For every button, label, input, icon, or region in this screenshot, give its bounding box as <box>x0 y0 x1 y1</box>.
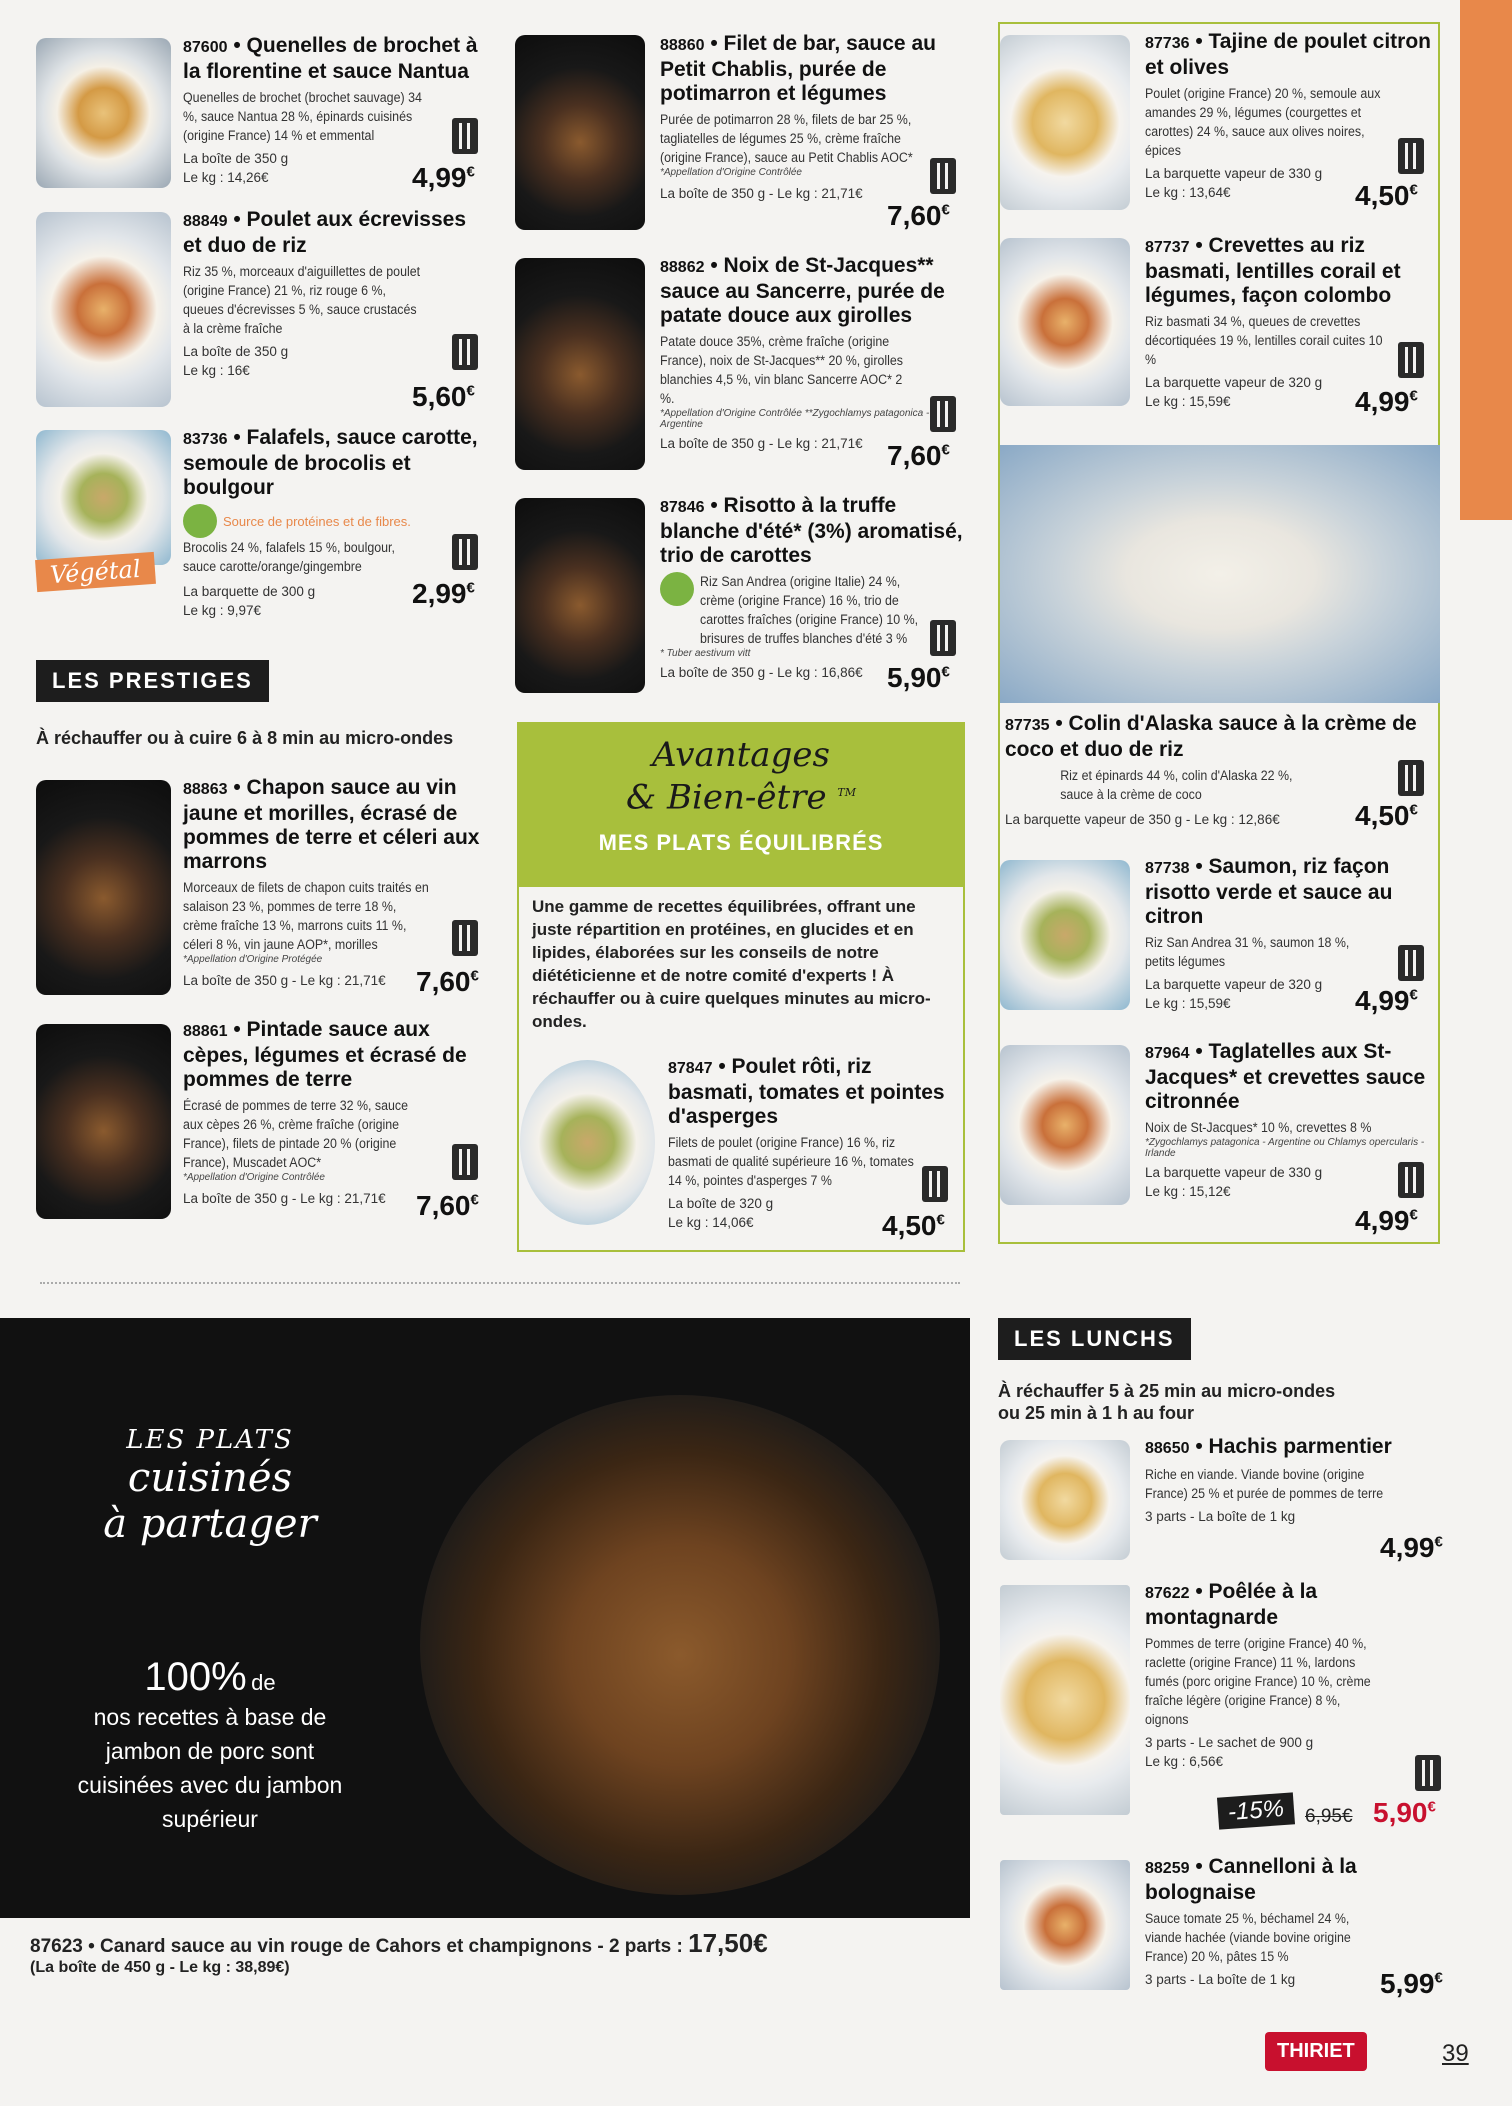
product-photo-falafels <box>36 430 171 565</box>
product-pintade: 88861 • Pintade sauce aux cèpes, légumes et écrasé de pommes de terre Écrasé de pommes de terre 32 %, sauce aux cèpes 26 %, crème fraîche (origine France), filets de pintade 20 % (origine France), Muscadet AOC* *Appellation d'Origine Contrôlée La boîte de 350 g - Le kg : 21,71€ <box>183 1018 483 1208</box>
product-photo-crevettes <box>1000 238 1130 406</box>
product-photo-tagliatelles <box>1000 1045 1130 1205</box>
product-title: Cannelloni à la bolognaise <box>1145 1855 1357 1904</box>
price: 5,99€ <box>1380 1968 1443 1999</box>
price: 7,60€ <box>887 440 950 471</box>
product-desc: Écrasé de pommes de terre 32 %, sauce aux cèpes 26 %, crème fraîche (origine France), filets de pintade 20 % (origine France), Muscadet AOC* <box>183 1098 409 1170</box>
price: 4,99€ <box>1380 1532 1443 1563</box>
price: 4,99€ <box>1355 1205 1418 1236</box>
fork-icon <box>930 158 956 194</box>
footnote: *Appellation d'Origine Protégée <box>183 954 323 965</box>
fork-icon <box>452 334 478 370</box>
product-title: Poêlée à la montagnarde <box>1145 1580 1318 1629</box>
leaf-icon <box>183 504 217 538</box>
pack-size: La boîte de 350 g - Le kg : 21,71€ <box>183 1191 386 1206</box>
product-photo-bar <box>515 35 645 230</box>
product-code: 88259 <box>1145 1860 1190 1877</box>
product-code: 87623 <box>30 1936 83 1957</box>
price: 2,99€ <box>412 578 475 609</box>
product-photo-poelee <box>1000 1585 1130 1815</box>
product-desc: Poulet (origine France) 20 %, semoule aux amandes 29 %, légumes (courgettes et carottes) 24 %, sauce aux olives noires, épices <box>1145 86 1381 158</box>
pack-size: La barquette vapeur de 350 g - Le kg : 12,86€ <box>1005 812 1280 827</box>
fork-icon <box>452 118 478 154</box>
product-photo-tajine <box>1000 35 1130 210</box>
pack-size: (La boîte de 450 g - Le kg : 38,89€) <box>30 1959 290 1976</box>
price: 5,90€ <box>887 662 950 693</box>
footnote: * Tuber aestivum vitt <box>660 648 751 659</box>
product-desc: Morceaux de filets de chapon cuits traités en salaison 23 %, pommes de terre 18 %, crème fraîche 13 %, marrons cuits 11 %, céleri 8 %, vin jaune AOP*, morilles <box>183 880 429 952</box>
product-title: Poulet rôti, riz basmati, tomates et pointes d'asperges <box>668 1055 945 1128</box>
price: 4,99€ <box>1355 386 1418 417</box>
price: 4,50€ <box>1355 800 1418 831</box>
product-photo-colin <box>1000 445 1440 703</box>
product-code: 88650 <box>1145 1440 1190 1457</box>
share-title <box>60 1425 360 1547</box>
share-text: nos recettes à base de jambon de porc sont cuisinées avec du jambon supérieur <box>77 1704 343 1832</box>
nutrition-note: Source de protéines et de fibres. <box>223 513 411 529</box>
product-photo-hachis <box>1000 1440 1130 1560</box>
pack-size: 3 parts - Le sachet de 900 g <box>1145 1735 1314 1750</box>
product-cannelloni: 88259 • Cannelloni à la bolognaise Sauce tomate 25 %, béchamel 24 %, viande hachée (viande bovine origine France) 20 %, pâtes 15 % 3 parts - La boîte de 1 kg <box>1145 1855 1445 1989</box>
product-title: Tajine de poulet citron et olives <box>1145 30 1431 79</box>
product-code: 87847 <box>668 1060 713 1077</box>
product-code: 87738 <box>1145 860 1190 877</box>
price-per-kg: Le kg : 14,26€ <box>183 170 269 185</box>
price: 7,60€ <box>416 1190 479 1221</box>
price: 4,99€ <box>412 162 475 193</box>
fork-icon <box>1398 1162 1424 1198</box>
product-title: Poulet aux écrevisses et duo de riz <box>183 208 466 257</box>
price: 7,60€ <box>887 200 950 231</box>
canard-strip <box>30 1918 970 1978</box>
product-title: Filet de bar, sauce au Petit Chablis, purée de potimarron et légumes <box>660 32 936 105</box>
product-saumon: 87738 • Saumon, riz façon risotto verde et sauce au citron Riz San Andrea 31 %, saumon 18 %, petits légumes La barquette vapeur de 320 g Le kg : 15,59€ <box>1145 855 1445 1013</box>
pack-size: La boîte de 320 g <box>668 1196 774 1211</box>
product-crevettes: 87737 • Crevettes au riz basmati, lentilles corail et légumes, façon colombo Riz basmati 34 %, queues de crevettes décortiquées 19 %, lentilles corail cuites 10 % La barquette vapeur de 320 g Le kg : 15,59€ <box>1145 234 1445 411</box>
price-per-kg: Le kg : 15,59€ <box>1145 394 1231 409</box>
fork-icon <box>452 534 478 570</box>
product-desc: Riche en viande. Viande bovine (origine France) 25 % et purée de pommes de terre <box>1145 1467 1384 1501</box>
product-title: Pintade sauce aux cèpes, légumes et écrasé de pommes de terre <box>183 1018 467 1091</box>
pack-size: La boîte de 350 g - Le kg : 21,71€ <box>183 973 386 988</box>
product-title: Noix de St-Jacques** sauce au Sancerre, purée de patate douce aux girolles <box>660 254 945 327</box>
price: 5,60€ <box>412 381 475 412</box>
product-photo-pintade <box>36 1024 171 1219</box>
product-code: 88861 <box>183 1023 228 1040</box>
product-risotto: 87846 • Risotto à la truffe blanche d'été* (3%) aromatisé, trio de carottes Riz San Andrea (origine Italie) 24 %, crème (origine France) 16 %, trio de carottes fraîches (origine France) 10 %, brisures de truffes blanches d'été 3 % * Tuber aestivum vitt La boîte de 350 g - Le kg : 16,86€ <box>660 494 970 682</box>
product-code: 87600 <box>183 39 228 56</box>
product-code: 87737 <box>1145 239 1190 256</box>
fork-icon <box>1398 945 1424 981</box>
product-code: 88862 <box>660 259 705 276</box>
pack-size: La boîte de 350 g - Le kg : 21,71€ <box>660 186 863 201</box>
product-hachis: 88650 • Hachis parmentier Riche en viande. Viande bovine (origine France) 25 % et purée de pommes de terre 3 parts - La boîte de 1 kg <box>1145 1435 1445 1526</box>
pack-size: La barquette vapeur de 330 g <box>1145 166 1323 181</box>
fork-icon <box>1398 138 1424 174</box>
footnote: *Appellation d'Origine Contrôlée <box>660 167 802 178</box>
product-desc: Quenelles de brochet (brochet sauvage) 34 %, sauce Nantua 28 %, épinards cuisinés (origine France) 14 % et emmental <box>183 90 422 143</box>
product-photo-saumon <box>1000 860 1130 1010</box>
product-code: 87622 <box>1145 1585 1190 1602</box>
price: 4,99€ <box>1355 985 1418 1016</box>
box-text: Une gamme de recettes équilibrées, offrant une juste répartition en protéines, en glucides et en lipides, élaborées sur les conseils de notre diététicienne et de notre comité d'experts ! À réchauffer ou à cuire quelques minutes au micro-ondes. <box>532 897 931 1031</box>
price: 5,90€ <box>1373 1797 1436 1828</box>
product-colin: 87735 • Colin d'Alaska sauce à la crème de coco et duo de riz Riz et épinards 44 %, colin d'Alaska 22 %, sauce à la crème de coco La barquette vapeur de 350 g - Le kg : 12,86€ <box>1005 712 1435 829</box>
separator <box>40 1282 960 1284</box>
share-title-2: cuisinés <box>127 1455 293 1501</box>
product-code: 87736 <box>1145 35 1190 52</box>
product-title: Crevettes au riz basmati, lentilles corail et légumes, façon colombo <box>1145 234 1401 307</box>
product-photo-cannelloni <box>1000 1860 1130 1990</box>
product-code: 88849 <box>183 213 228 230</box>
product-title: Colin d'Alaska sauce à la crème de coco et duo de riz <box>1005 712 1417 761</box>
product-photo-quenelles <box>36 38 171 188</box>
product-code: 87735 <box>1005 717 1050 734</box>
price-per-kg: Le kg : 6,56€ <box>1145 1754 1224 1769</box>
product-title: • Canard sauce au vin rouge de Cahors et champignons - 2 parts : <box>82 1936 689 1957</box>
product-desc: Riz et épinards 44 %, colin d'Alaska 22 %, sauce à la crème de coco <box>1060 768 1293 802</box>
footnote: *Appellation d'Origine Contrôlée <box>183 1172 325 1183</box>
fork-icon <box>452 920 478 956</box>
pack-size: La barquette vapeur de 320 g <box>1145 375 1323 390</box>
fork-icon <box>930 620 956 656</box>
section-banner-prestiges: LES PRESTIGES <box>36 660 269 702</box>
page-tab <box>1460 0 1512 520</box>
product-desc: Riz San Andrea 31 %, saumon 18 %, petits légumes <box>1145 935 1350 969</box>
share-photo <box>420 1395 940 1895</box>
section-subtitle: À réchauffer ou à cuire 6 à 8 min au micro-ondes <box>36 728 454 748</box>
avantages-header: Avantages & Bien-être ™ MES PLATS ÉQUILIBRÉS <box>517 722 965 887</box>
product-desc: Sauce tomate 25 %, béchamel 24 %, viande hachée (viande bovine origine France) 20 %, pâtes 15 % <box>1145 1911 1351 1964</box>
product-code: 88863 <box>183 781 228 798</box>
product-tagliatelles: 87964 • Taglatelles aux St-Jacques* et crevettes sauce citronnée Noix de St-Jacques* 10 %, crevettes 8 % *Zygochlamys patagonica - Argentine ou Chlamys opercularis - Irlande La barquette vapeur de 330 g Le kg : 15,12€ <box>1145 1040 1445 1201</box>
old-price: 6,95€ <box>1305 1806 1353 1827</box>
pack-size: La boîte de 350 g - Le kg : 21,71€ <box>660 436 863 451</box>
price-per-kg: Le kg : 14,06€ <box>668 1215 754 1230</box>
product-code: 87964 <box>1145 1045 1190 1062</box>
product-title: Saumon, riz façon risotto verde et sauce au citron <box>1145 855 1393 928</box>
fork-icon <box>1398 760 1424 796</box>
price-per-kg: Le kg : 13,64€ <box>1145 185 1231 200</box>
product-photo-risotto <box>515 498 645 693</box>
page-number: 39 <box>1442 2040 1469 2067</box>
share-claim <box>60 1655 360 1836</box>
share-de: de <box>251 1670 276 1695</box>
product-poulet-ecrevisses: 88849 • Poulet aux écrevisses et duo de riz Riz 35 %, morceaux d'aiguillettes de poulet (origine France) 21 %, riz rouge 6 %, queues d'écrevisses 5 %, sauce crustacés à la crème fraîche La boîte de 350 g Le kg : 16€ <box>183 208 483 380</box>
product-desc: Pommes de terre (origine France) 40 %, raclette (origine France) 11 %, lardons fumés (porc origine France) 10 %, crème fraîche légère (origine France) 8 %, oignons <box>1145 1636 1371 1727</box>
price-per-kg: Le kg : 15,12€ <box>1145 1184 1231 1199</box>
product-desc: Filets de poulet (origine France) 16 %, riz basmati de qualité supérieure 16 %, tomates 14 %, pointes d'asperges 7 % <box>668 1135 914 1188</box>
footnote: *Appellation d'Origine Contrôlée **Zygochlamys patagonica - Argentine <box>660 408 930 430</box>
share-percent: 100% <box>144 1655 247 1699</box>
fork-icon <box>452 1144 478 1180</box>
discount-badge: -15% <box>1217 1792 1295 1829</box>
pack-size: La barquette de 300 g <box>183 584 316 599</box>
product-title: Falafels, sauce carotte, semoule de brocolis et boulgour <box>183 426 478 499</box>
leaf-icon <box>660 572 694 606</box>
pack-size: 3 parts - La boîte de 1 kg <box>1145 1972 1296 1987</box>
product-photo-st-jacques <box>515 258 645 470</box>
product-desc: Brocolis 24 %, falafels 15 %, boulgour, sauce carotte/orange/gingembre <box>183 540 395 574</box>
brand-logo: THIRIET <box>1265 2032 1367 2071</box>
fork-icon <box>930 396 956 432</box>
share-title-1: LES PLATS <box>126 1425 294 1455</box>
section-subtitle: À réchauffer 5 à 25 min au micro-ondes ou 25 min à 1 h au four <box>998 1381 1336 1423</box>
pack-size: La barquette vapeur de 330 g <box>1145 1165 1323 1180</box>
price: 7,60€ <box>416 966 479 997</box>
product-code: 88860 <box>660 37 705 54</box>
pack-size: La boîte de 350 g <box>183 344 289 359</box>
product-desc: Noix de St-Jacques* 10 %, crevettes 8 % <box>1145 1120 1372 1135</box>
price: 17,50€ <box>688 1928 768 1958</box>
product-falafels: 83736 • Falafels, sauce carotte, semoule de brocolis et boulgour Source de protéines et de fibres. Brocolis 24 %, falafels 15 %, boulgour, sauce carotte/orange/gingembre La barquette de 300 g Le kg : 9,97€ <box>183 426 483 620</box>
fork-icon <box>922 1166 948 1202</box>
product-bar: 88860 • Filet de bar, sauce au Petit Chablis, purée de potimarron et légumes Purée de potimarron 28 %, filets de bar 25 %, tagliatelles de légumes 25 %, crème fraîche (origine France), sauce au Petit Chablis AOC* *Appellation d'Origine Contrôlée La boîte de 350 g - Le kg : 21,71€ <box>660 32 970 203</box>
product-quenelles: 87600 • Quenelles de brochet à la florentine et sauce Nantua Quenelles de brochet (brochet sauvage) 34 %, sauce Nantua 28 %, épinards cuisinés (origine France) 14 % et emmental La boîte de 350 g Le kg : 14,26€ <box>183 34 483 187</box>
product-desc: Purée de potimarron 28 %, filets de bar 25 %, tagliatelles de légumes 25 %, crème fraîche (origine France), sauce au Petit Chablis AOC* <box>660 112 913 165</box>
box-banner: MES PLATS ÉQUILIBRÉS <box>598 830 884 856</box>
price: 4,50€ <box>882 1210 945 1241</box>
fork-icon <box>1398 342 1424 378</box>
product-title: Taglatelles aux St-Jacques* et crevettes sauce citronnée <box>1145 1040 1426 1113</box>
product-title: Quenelles de brochet à la florentine et sauce Nantua <box>183 34 478 83</box>
product-chapon: 88863 • Chapon sauce au vin jaune et morilles, écrasé de pommes de terre et céleri aux marrons Morceaux de filets de chapon cuits traités en salaison 23 %, pommes de terre 18 %, crème fraîche 13 %, marrons cuits 11 %, céleri 8 %, vin jaune AOP*, morilles *Appellation d'Origine Protégée La boîte de 350 g - Le kg : 21,71€ <box>183 776 483 990</box>
product-title: Hachis parmentier <box>1208 1435 1392 1458</box>
share-title-3: à partager <box>103 1501 317 1547</box>
pack-size: La boîte de 350 g - Le kg : 16,86€ <box>660 665 863 680</box>
price-per-kg: Le kg : 16€ <box>183 363 250 378</box>
pack-size: La barquette vapeur de 320 g <box>1145 977 1323 992</box>
product-poulet-roti: 87847 • Poulet rôti, riz basmati, tomates et pointes d'asperges Filets de poulet (origine France) 16 %, riz basmati de qualité supérieure 16 %, tomates 14 %, pointes d'asperges 7 % La boîte de 320 g Le kg : 14,06€ <box>668 1055 958 1232</box>
product-code: 87846 <box>660 499 705 516</box>
box-title-2: & Bien-être <box>625 777 827 818</box>
product-photo-chapon <box>36 780 171 995</box>
product-title: Risotto à la truffe blanche d'été* (3%) aromatisé, trio de carottes <box>660 494 963 567</box>
price-per-kg: Le kg : 9,97€ <box>183 603 262 618</box>
product-desc: Patate douce 35%, crème fraîche (origine France), noix de St-Jacques** 20 %, girolles blanchies 4,5 %, vin blanc Sancerre AOC* 2 %. <box>660 334 904 406</box>
pack-size: 3 parts - La boîte de 1 kg <box>1145 1509 1296 1524</box>
product-tajine: 87736 • Tajine de poulet citron et olives Poulet (origine France) 20 %, semoule aux amandes 29 %, légumes (courgettes et carottes) 24 %, sauce aux olives noires, épices La barquette vapeur de 330 g Le kg : 13,64€ <box>1145 30 1445 202</box>
price: 4,50€ <box>1355 180 1418 211</box>
vegetal-badge: Végétal <box>35 552 155 592</box>
product-desc: Riz San Andrea (origine Italie) 24 %, crème (origine France) 16 %, trio de carottes fraîches (origine France) 10 %, brisures de truffes blanches d'été 3 % <box>700 574 919 646</box>
price-per-kg: Le kg : 15,59€ <box>1145 996 1231 1011</box>
pack-size: La boîte de 350 g <box>183 151 289 166</box>
box-title-1: Avantages <box>652 735 830 775</box>
product-desc: Riz 35 %, morceaux d'aiguillettes de poulet (origine France) 21 %, riz rouge 6 %, queues d'écrevisses 5 %, sauce crustacés à la crème fraîche <box>183 264 421 336</box>
section-banner-lunchs: LES LUNCHS <box>998 1318 1191 1360</box>
product-st-jacques: 88862 • Noix de St-Jacques** sauce au Sancerre, purée de patate douce aux girolles Patate douce 35%, crème fraîche (origine France), noix de St-Jacques** 20 %, girolles blanchies 4,5 %, vin blanc Sancerre AOC* 2 %. *Appellation d'Origine Contrôlée **Zygochlamys patagonica - Argentine La boîte de 350 g - Le kg : 21,71€ <box>660 254 970 453</box>
product-photo-poulet-ecrevisses <box>36 212 171 407</box>
product-title: Chapon sauce au vin jaune et morilles, écrasé de pommes de terre et céleri aux marrons <box>183 776 480 873</box>
footnote: *Zygochlamys patagonica - Argentine ou Chlamys opercularis - Irlande <box>1145 1137 1425 1159</box>
product-photo-poulet-roti <box>520 1060 655 1225</box>
product-poelee: 87622 • Poêlée à la montagnarde Pommes de terre (origine France) 40 %, raclette (origine France) 11 %, lardons fumés (porc origine France) 10 %, crème fraîche légère (origine France) 8 %, oignons 3 parts - Le sachet de 900 g Le kg : 6,56€ <box>1145 1580 1445 1771</box>
product-code: 83736 <box>183 431 228 448</box>
product-desc: Riz basmati 34 %, queues de crevettes décortiquées 19 %, lentilles corail cuites 10 % <box>1145 314 1383 367</box>
fork-icon <box>1415 1755 1441 1791</box>
